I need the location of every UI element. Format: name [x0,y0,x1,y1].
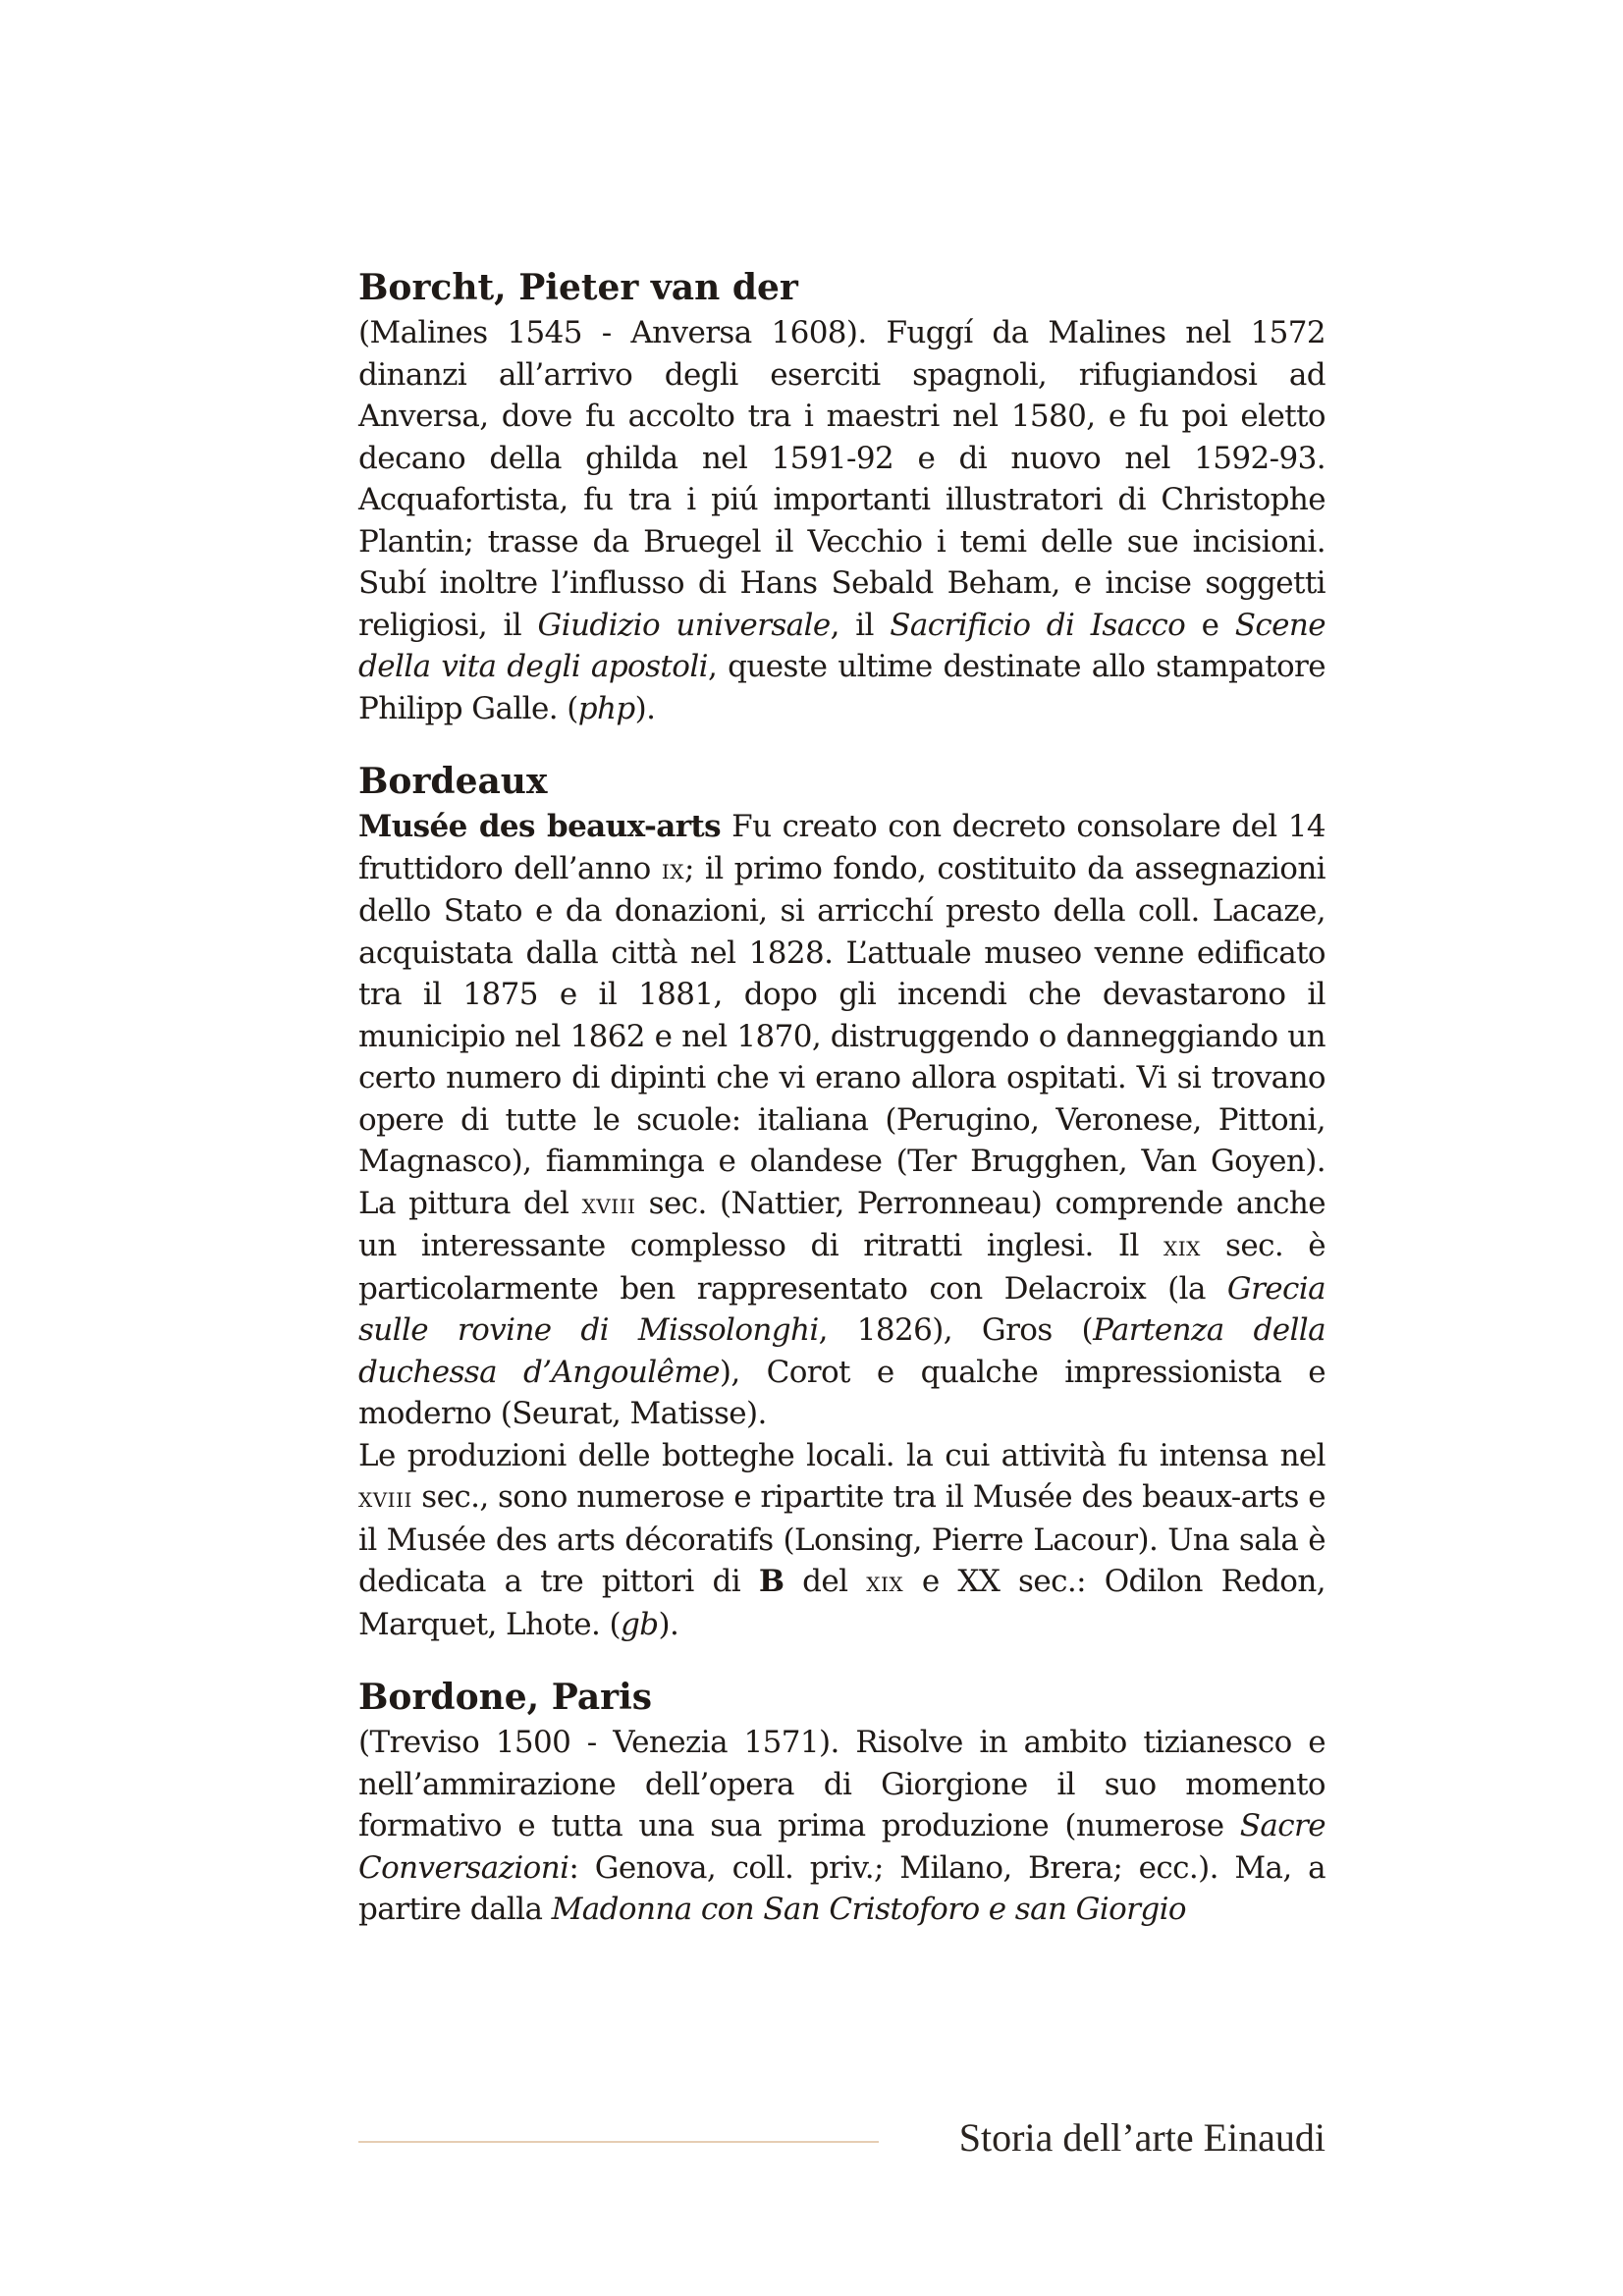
entry-body-second-paragraph [358,1435,1325,1646]
roman-numeral: xviii [358,1481,412,1514]
text-run: Le produzioni delle botteghe locali. la cui attività fu intensa nel [358,1437,1325,1473]
artwork-title: Madonna con San Cristoforo e san Giorgio [551,1892,1186,1927]
text-run: e [1185,607,1235,643]
entry-bordeaux [358,757,1325,1645]
author-initials: php [577,690,635,726]
text-run: ). [658,1606,679,1642]
text-run: ). [634,690,656,726]
artwork-title: Partenza della duchessa d’Angoulême [358,1312,1325,1390]
text-run: , 1826), Gros ( [818,1312,1094,1348]
text-run: sec. è particolarmente ben rappresentato con Delacroix (la [358,1228,1326,1307]
footer-publication-title: Storia dell’arte Einaudi [958,2115,1325,2160]
text-run: ; il primo fondo, costituito da assegnazioni dello Stato e da donazioni, si arricchí presto della coll. Lacaze, acquistata dalla città nel 1828. L’attuale museo venne edificato tra il 1875 e il 1881, dopo gli incendi che devastarono il municipio nel 1862 e nel 1870, distruggendo o danneggiando un certo numero di dipinti che vi erano allora ospitati. Vi si trovano opere di tutte le scuole: italiana (Perugino, Veronese, Pittoni, Magnasco), fiamminga e olandese (Ter Brugghen, Van Goyen). La pittura del [358,850,1325,1221]
artwork-title: Sacre Conversazioni [358,1808,1325,1886]
entry-title: Borcht, Pieter van der [358,267,798,308]
artwork-title: Scene della vita degli apostoli [358,607,1325,684]
page-content [358,263,1325,1958]
text-run: sec., sono numerose e ripartite tra il Musée des beaux-arts e il Musée des arts décoratifs (Lonsing, Pierre Lacour). Una sala è dedicata a tre pittori di [358,1479,1325,1599]
roman-numeral: xviii [581,1187,636,1220]
text-run: (Malines 1545 - Anversa 1608). Fuggí da Malines nel 1572 dinanzi all’arrivo degli eserciti spagnoli, rifugiandosi ad Anversa, dove fu accolto tra i maestri nel 1580, e fu poi eletto decano della ghilda nel 1591-92 e di nuovo nel 1592-93. Acquafortista, fu tra i piú importanti illustratori di Christophe Plantin; trasse da Bruegel il Vecchio i temi delle sue incisioni. Subí inoltre l’influsso di Hans Sebald Beham, e incise soggetti religiosi, il [358,315,1325,643]
entry-borcht [358,263,1325,729]
text-run: : Genova, coll. priv.; Milano, Brera; ecc.). Ma, a partire dalla [358,1849,1325,1927]
text-run: ), Corot e qualche impressionista e moderno (Seurat, Matisse). [358,1354,1325,1431]
text-run: e XX sec.: Odilon Redon, Marquet, Lhote. ( [358,1564,1325,1642]
page-footer [358,2113,1325,2172]
entry-bordone [358,1673,1325,1931]
entry-body [358,806,1325,1435]
entry-body [358,1722,1325,1931]
entry-title: Bordone, Paris [358,1677,653,1718]
roman-numeral: xix [1163,1230,1201,1262]
text-run: sec. (Nattier, Perronneau) comprende anche un interessante complesso di ritratti inglesi. Il [358,1185,1325,1263]
artwork-title: Sacrificio di Isacco [890,607,1186,643]
entry-body [358,312,1325,729]
text-run: , queste ultime destinate allo stampatore Philipp Galle. ( [358,649,1325,726]
author-initials: gb [620,1606,659,1642]
text-run: del [784,1564,867,1599]
roman-numeral: xix [866,1566,904,1598]
entry-title: Bordeaux [358,761,548,802]
text-run: , il [830,607,891,643]
museum-label: Musée des beaux-arts [358,809,722,844]
artwork-title: Grecia sulle rovine di Missolonghi [358,1270,1325,1348]
city-abbreviation: B [758,1564,784,1599]
text-run: Fu creato con decreto consolare del 14 fruttidoro dell’anno [358,809,1325,886]
footer-rule [358,2141,879,2143]
roman-numeral: ix [661,852,684,885]
text-run: (Treviso 1500 - Venezia 1571). Risolve in ambito tizianesco e nell’ammirazione dell’opera di Giorgione il suo momento formativo e tutta una sua prima produzione (numerose [358,1725,1325,1843]
artwork-title: Giudizio universale [537,607,831,643]
